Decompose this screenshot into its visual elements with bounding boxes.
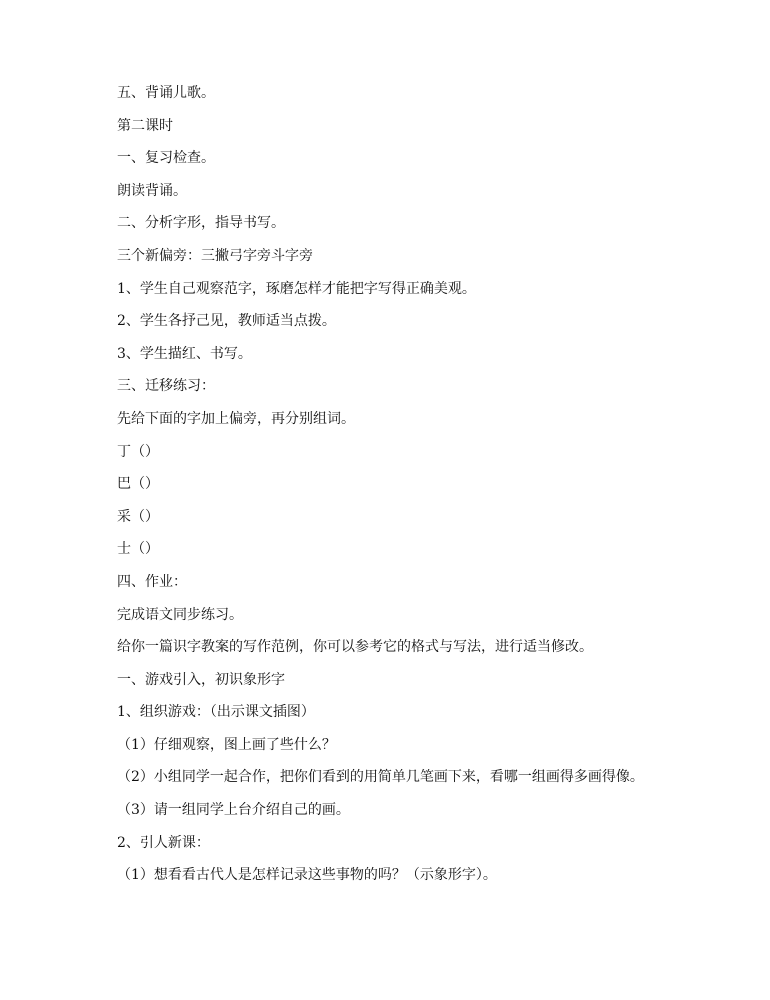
sub-list-item: （1）想看看古代人是怎样记录这些事物的吗？（示象形字）。 [117, 867, 497, 884]
exercise-item: 丁（） [117, 443, 159, 460]
section-heading-homework: 四、作业： [117, 573, 187, 590]
section-heading-recite: 五、背诵儿歌。 [117, 85, 215, 101]
list-item: 3、学生描红、书写。 [117, 345, 252, 362]
list-item: 1、组织游戏：（出示课文插图） [117, 704, 315, 721]
body-text: 先给下面的字加上偏旁，再分别组词。 [117, 410, 355, 427]
body-text: 三个新偏旁：三撇弓字旁斗字旁 [117, 247, 313, 264]
list-item: 2、学生各抒己见，教师适当点拨。 [117, 313, 336, 330]
sub-list-item: （2）小组同学一起合作，把你们看到的用简单几笔画下来，看哪一组画得多画得像。 [117, 769, 644, 786]
section-heading-review: 一、复习检查。 [117, 150, 215, 167]
body-text: 完成语文同步练习。 [117, 606, 243, 623]
exercise-item: 巴（） [117, 476, 159, 493]
list-item: 1、学生自己观察范字，琢磨怎样才能把字写得正确美观。 [117, 280, 476, 297]
document-body [117, 84, 667, 899]
sub-list-item: （1）仔细观察，图上画了些什么？ [117, 736, 336, 753]
exercise-item: 士（） [117, 541, 159, 558]
section-heading-practice: 三、迁移练习： [117, 378, 215, 395]
exercise-item: 采（） [117, 508, 159, 525]
section-heading-analyze: 二、分析字形，指导书写。 [117, 215, 285, 232]
sub-list-item: （3）请一组同学上台介绍自己的画。 [117, 802, 350, 819]
section-heading-game: 一、游戏引入，初识象形字 [117, 671, 285, 688]
body-text: 给你一篇识字教案的写作范例，你可以参考它的格式与写法，进行适当修改。 [117, 639, 593, 656]
list-item: 2、引人新课： [117, 834, 210, 851]
lesson-title-second: 第二课时 [117, 117, 173, 134]
body-text: 朗读背诵。 [117, 182, 187, 199]
